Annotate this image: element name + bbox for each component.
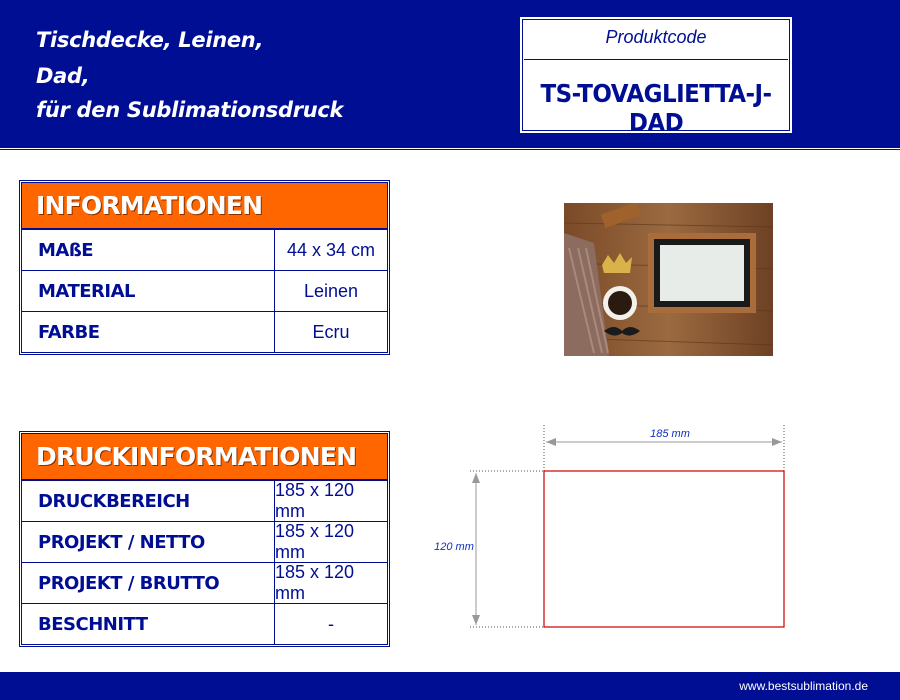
product-title-line-2: Dad, [36, 64, 90, 88]
table-row [22, 603, 387, 644]
info-key-dimensions: MAßE [22, 230, 275, 270]
width-arrow-head-right [772, 438, 782, 446]
table-row [22, 562, 387, 603]
info-table-heading: INFORMATIONEN [22, 183, 387, 229]
info-key-material: MATERIAL [22, 271, 275, 311]
print-key-net: PROJEKT / NETTO [22, 522, 275, 562]
print-value-gross: 185 x 120 mm [275, 562, 355, 603]
width-label: 185 mm [650, 428, 690, 440]
print-key-area: DRUCKBEREICH [22, 481, 275, 521]
print-key-gross: PROJEKT / BRUTTO [22, 563, 275, 603]
product-title-line-1: Tischdecke, Leinen, [36, 28, 264, 52]
product-code-label: Produktcode [605, 27, 707, 47]
print-key-bleed: BESCHNITT [22, 604, 275, 644]
table-row [22, 229, 387, 270]
height-arrow-head-bottom [472, 615, 480, 625]
info-value-dimensions: 44 x 34 cm [286, 239, 376, 260]
height-arrow-head-top [472, 473, 480, 483]
info-value-material: Leinen [303, 280, 359, 301]
table-row [22, 480, 387, 521]
info-value-color: Ecru [312, 321, 350, 342]
print-area-rect [544, 471, 784, 627]
table-row [22, 270, 387, 311]
product-title-line-3: für den Sublimationsdruck [36, 98, 344, 122]
print-value-bleed: - [328, 613, 334, 634]
print-table-heading: DRUCKINFORMATIONEN [22, 434, 387, 480]
width-arrow-head-left [546, 438, 556, 446]
info-table [21, 182, 388, 353]
print-area-diagram [420, 415, 800, 640]
product-photo [564, 203, 773, 356]
header-banner [0, 0, 900, 148]
footer-bar [0, 672, 900, 700]
table-row [22, 311, 387, 352]
height-label: 120 mm [434, 541, 474, 553]
print-value-area: 185 x 120 mm [275, 480, 355, 521]
product-code-value: TS-TOVAGLIETTA-J-DAD [540, 79, 772, 137]
print-info-table [21, 433, 388, 645]
product-photo-illustration [564, 203, 773, 356]
footer-website-link[interactable]: www.bestsublimation.de [739, 679, 868, 693]
info-key-color: FARBE [22, 312, 275, 352]
product-code-box [518, 15, 794, 135]
table-row [22, 521, 387, 562]
header-underline [0, 149, 900, 150]
print-value-net: 185 x 120 mm [275, 521, 355, 562]
product-code-divider [524, 59, 788, 60]
